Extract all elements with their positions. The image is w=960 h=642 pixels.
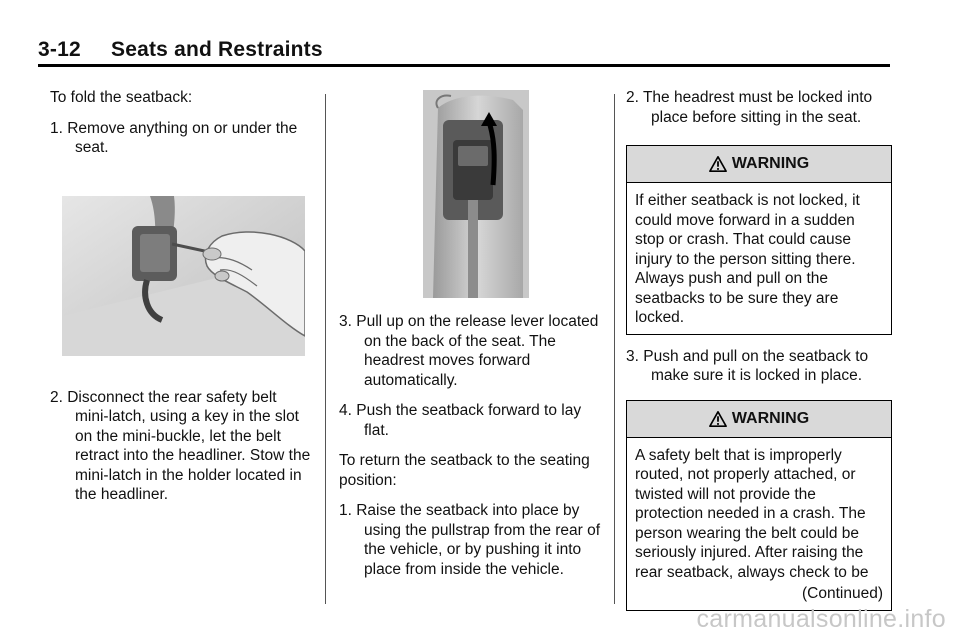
warning-triangle-icon (709, 410, 727, 428)
return-step-3: 3. Push and pull on the seatback to make sure it is locked in place. (626, 347, 869, 384)
warning-text: A safety belt that is improperly routed, not properly attached, or twisted will not provide the protection needed in a crash. The person wearing the belt could be seriously injured. After raising the rear seatback, always check to be (635, 446, 869, 581)
warning-box-2 (626, 400, 892, 611)
column-divider (325, 94, 326, 604)
fold-step-1: 1. Remove anything on or under the seat. (50, 119, 298, 156)
page-header (38, 34, 890, 67)
mini-latch-illustration (62, 196, 305, 356)
return-intro: To return the seatback to the seating position: (339, 452, 590, 489)
fold-step-2: 2. Disconnect the rear safety belt mini-latch, using a key in the slot on the mini-buckle, let the belt retract into the headliner. Stow the mini-latch in the holder located in the headliner. (50, 388, 311, 503)
fold-intro: To fold the seatback: (50, 89, 193, 106)
warning-body (627, 438, 891, 610)
release-lever-illustration (423, 90, 529, 298)
continued-label: (Continued) (802, 585, 883, 602)
return-step-2: 2. The headrest must be locked into place before sitting in the seat. (626, 89, 873, 126)
warning-heading: WARNING (731, 155, 810, 173)
page-title: 3-12 Seats and Restraints (38, 38, 323, 61)
warning-header (627, 401, 891, 438)
warning-box-1 (626, 145, 892, 335)
warning-header (627, 146, 891, 183)
watermark: carmanualsonline.info (696, 605, 946, 633)
column-3 (626, 88, 892, 623)
fold-step-4: 4. Push the seatback forward to lay flat. (339, 402, 582, 439)
warning-heading: WARNING (731, 409, 810, 427)
warning-triangle-icon (709, 155, 727, 173)
column-1 (50, 88, 312, 516)
fold-step-3: 3. Pull up on the release lever located on the back of the seat. The headrest moves forward automatically. (339, 313, 599, 389)
column-2 (339, 88, 603, 590)
column-divider (614, 94, 615, 604)
return-step-1: 1. Raise the seatback into place by using the pullstrap from the rear of the vehicle, or by pushing it into place from inside the vehicle. (339, 502, 601, 578)
warning-text: If either seatback is not locked, it could move forward in a sudden stop or crash. That could cause injury to the person sitting there. Always push and pull on the seatbacks to be sure they are locked. (635, 192, 860, 326)
